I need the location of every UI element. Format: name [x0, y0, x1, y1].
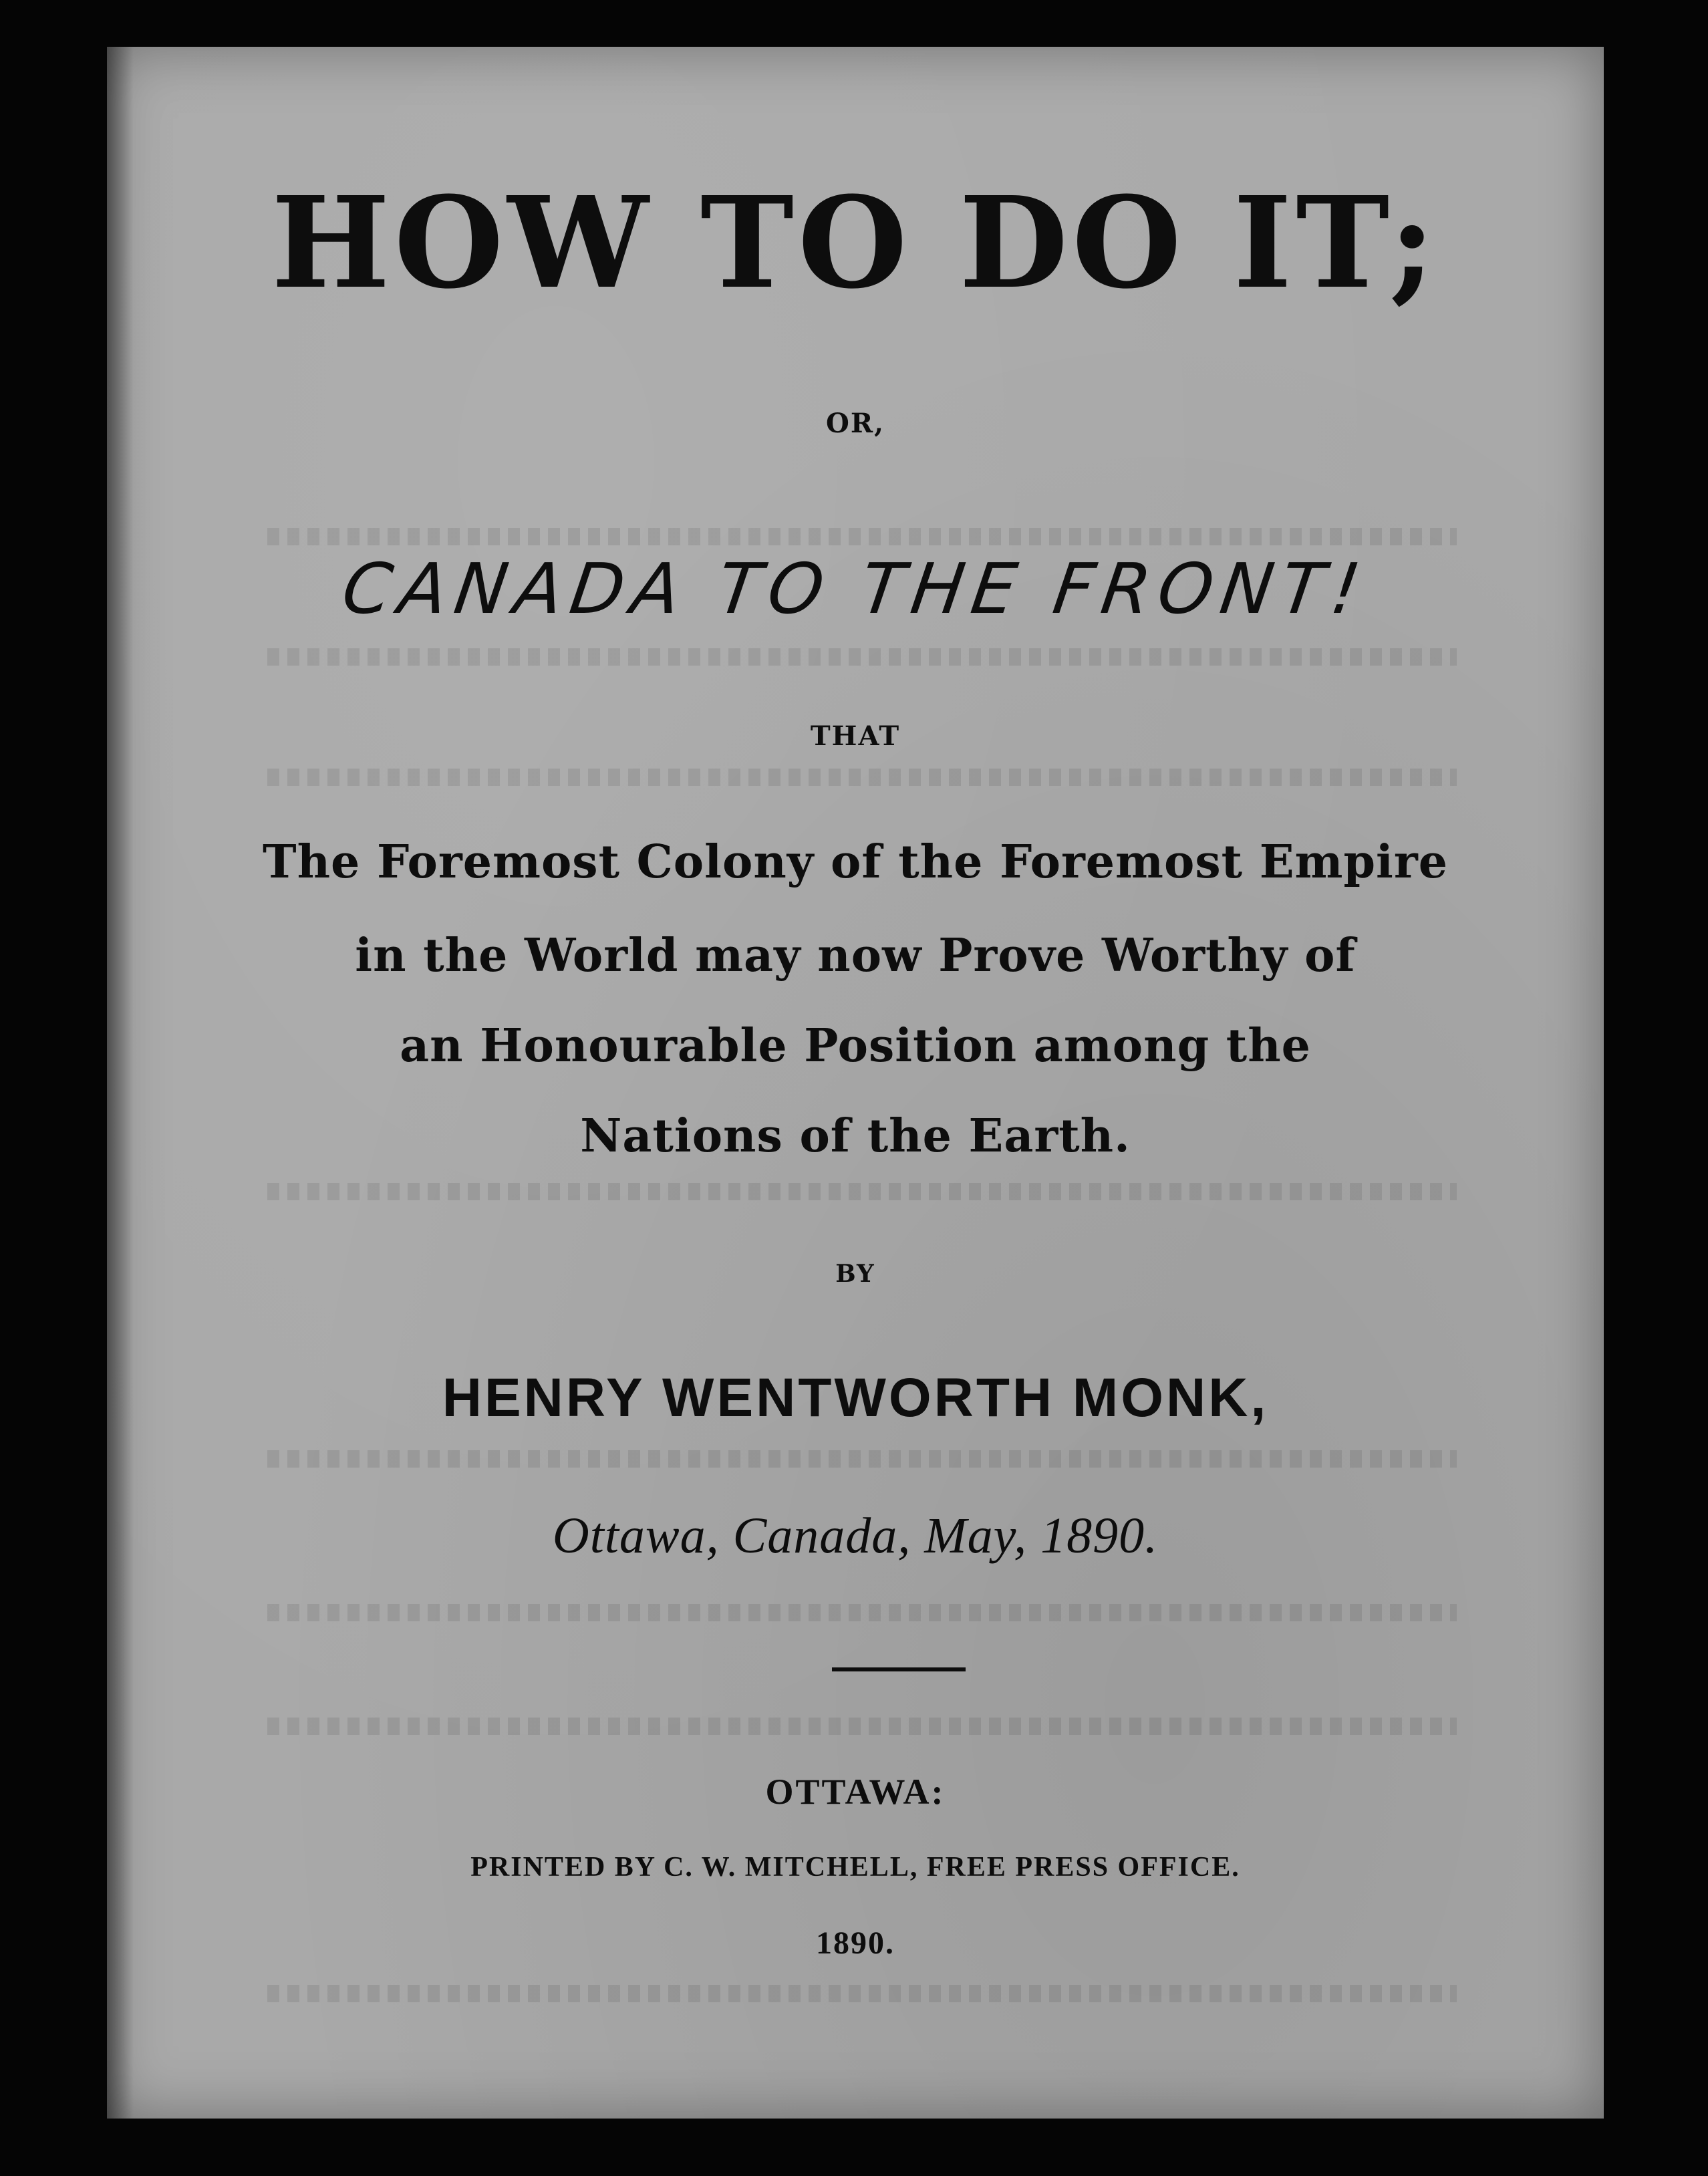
imprint-city: OTTAWA:	[765, 1772, 946, 1812]
description-line: in the World may now Prove Worthy of	[355, 929, 1356, 982]
subtitle: CANADA TO THE FRONT!	[337, 548, 1374, 630]
bleed-through-text	[267, 528, 1457, 545]
or-connector: OR,	[825, 408, 885, 439]
divider-rule	[832, 1667, 966, 1671]
bleed-through-text	[267, 1450, 1457, 1468]
description-line: an Honourable Position among the	[400, 1019, 1311, 1073]
imprint-printer: PRINTED BY C. W. MITCHELL, FREE PRESS OFFICE.	[470, 1852, 1240, 1883]
that-connector: THAT	[810, 720, 901, 752]
imprint-year: 1890.	[816, 1925, 895, 1961]
by-label: BY	[835, 1260, 875, 1288]
bleed-through-text	[267, 769, 1457, 786]
place-and-date: Ottawa, Canada, May, 1890.	[552, 1508, 1159, 1564]
main-title: HOW TO DO IT;	[271, 169, 1439, 317]
bleed-through-text	[267, 648, 1457, 666]
bleed-through-text	[267, 1985, 1457, 2002]
bleed-through-text	[267, 1604, 1457, 1621]
title-page	[107, 47, 1604, 2119]
description-line: Nations of the Earth.	[580, 1109, 1131, 1163]
bleed-through-text	[267, 1183, 1457, 1200]
bleed-through-text	[267, 1718, 1457, 1735]
author-name: HENRY WENTWORTH MONK,	[442, 1367, 1269, 1428]
description-line: The Foremost Colony of the Foremost Empire	[263, 835, 1448, 889]
